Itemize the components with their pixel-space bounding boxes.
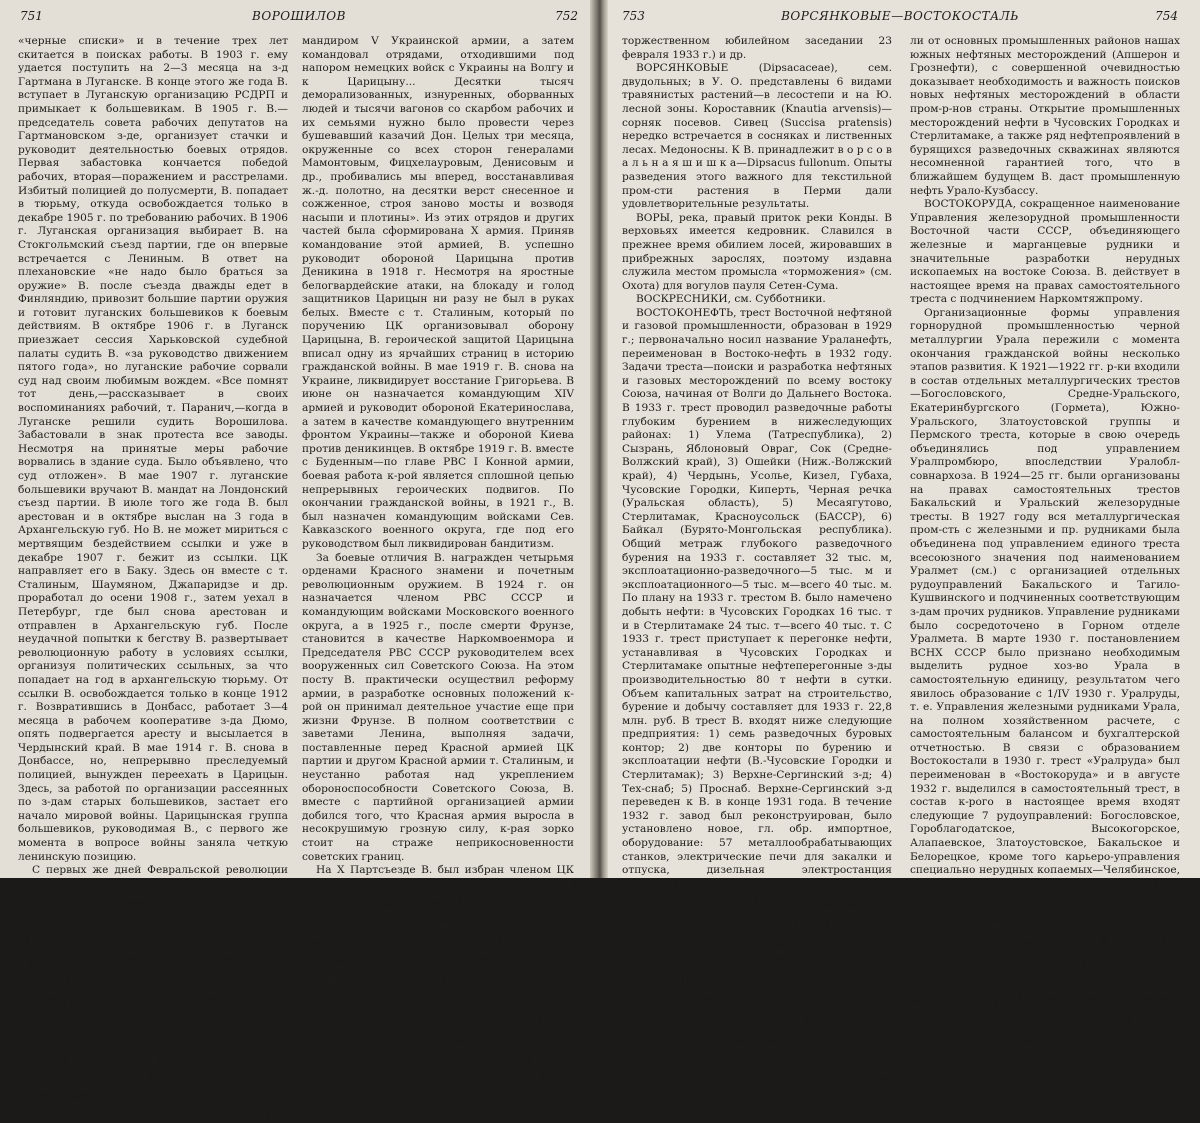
page-number-752: 752 (555, 9, 578, 23)
left-page (0, 0, 594, 1121)
entry-vorsyankovye: ВОРСЯНКОВЫЕ (Dipsacaceae), сем. двудольных; в У. О. представлены 6 видами травянистых растений—в лесостепи и на Ю. лесной зоны. Короставник (Knautia arvensis)—сорняк посевов. Сивец (Succisa pratensis) нередко встречается в сосняках и лиственных лесах. Медоносны. К В. принадлежит в о р с о в а л ь н а я ш и ш к а—Dipsacus fullonum. Опыты разведения этого важного для текстильной пром-сти растения в Перми дали удовлетворительные результаты. (622, 62, 892, 211)
entry-voskresniki: ВОСКРЕСНИКИ, см. Субботники. (636, 293, 826, 306)
column-3 (622, 35, 892, 1094)
paragraph: За боевые отличия В. награжден четырьмя орденами Красного знамени и почетным революционным оружием. В 1924 г. он назначается членом РВС СССР и командующим войсками Московского военного округа, а в 1925 г., после смерти Фрунзе, становится в качестве Наркомвоенмора и Председателя РВС СССР руководителем всех вооруженных сил Советского Союза. На этом посту В. практически осуществил реформу армии, в разработке основных положений к-рой он принимал деятельное участие еще при жизни Фрунзе. В полном соответствии с заветами Ленина, выполняя задачи, поставленные перед Красной армией ЦК партии и другом Красной армии т. Сталиным, и неустанно работая над укреплением обороноспособности Советского Союза, В. вместе с партийной организацией армии добился того, что Красная армия выросла в несокрушимую грозную силу, к-рая зорко стоит на страже неприкосновенности советских границ. (302, 551, 574, 863)
paragraph: На X Партсъезде В. был избран членом ЦК ВКП(б) и с тех пор переизбирался всеми последующими партийными съездами. С 1926 г. он бессменный член Политбюро. Верный ученик Ленина, ближайший соратник Сталина, твердый борец за генеральную линию партии, за 30 лет своей революционной работы В. никогда не отрывался от рабочего класса и его большевистской партии, никогда не колебался, не сбивался с ленинского пути. Таким, как он, сильна наша партия, и только Ленинская партия могла выковать Клима Ворошилова, большевика-полководца, вождя Красной армии, надавшегося международного пролетарского революционера. В. написан ряд трудов: «Оборона СССР», М., 1927; «Сталин и Красная армия», М., 1929; «15 лет Красной армии» (доклад на (302, 864, 574, 1108)
page-number-754: 754 (1155, 9, 1178, 23)
left-page-header (20, 9, 578, 29)
page-number-753: 753 (622, 9, 645, 23)
paragraph: мандиром V Украинской армии, а затем командовал отрядами, отходившими под напором немецких войск с Украины на Волгу и к Царицыну... Десятки тысяч деморализованных, изнуренных, оборванных людей и тысячи вагонов со скарбом рабочих и их семьями нужно было провести через бушевавший казачий Дон. Целых три месяца, окруженные со всех сторон генералами Мамонтовым, Фицхелауровым, Денисовым и др., пробивались мы вперед, восстанавливая ж.-д. полотно, на десятки верст снесенное и сожженное, строя заново мосты и возводя насыпи и плотины». Из этих отрядов и других частей была сформирована X армия. Приняв командование этой армией, В. успешно руководит обороной Царицына против Деникина в 1918 г. Несмотря на яростные белогвардейские атаки, на блокаду и голод защитников Царицын ни разу не был в руках белых. Вместе с т. Сталиным, который по поручению ЦК организовывал оборону Царицына, В. героической защитой Царицына вписал одну из ярчайших страниц в историю гражданской войны. В мае 1919 г. В. снова на Украине, ликвидирует восстание Григорьева. В июне он назначается командующим XIV армией и руководит обороной Екатеринослава, а затем в качестве командующего внутренним фронтом Украины—также и обороной Киева против деникинцев. В октябре 1919 г. В. вместе с Буденным—по главе РВС I Конной армии, боевая работа к-рой является сплошной цепью непрерывных героических подвигов. По окончании гражданской войны, в 1921 г., В. был назначен командующим войсками Сев. Кавказского военного округа, где под его руководством был ликвидирован бандитизм. (302, 35, 574, 550)
paragraph: Организационные формы управления горнорудной промышленностью черной металлургии Урала пережили с момента окончания гражданской войны несколько этапов развития. К 1921—1922 гг. р-ки входили в состав отдельных металлургических трестов—Богословского, Средне-Уральского, Екатеринбургского (Гормета), Южно-Уральского, Златоустовской группы и Пермского треста, которые в свою очередь объединялись под управлением Уралпромбюро, впоследствии Уралоблсовнархоза. В 1924—25 гг. были организованы на правах самостоятельных трестов Бакальский и Уральский железорудные тресты. В 1927 году вся металлургическая пром-сть с железными и пр. рудниками была объединена под управлением единого треста всесоюзного значения под наименованием Уралмет (см.) с организацией отдельных рудоуправлений Бакальского и Тагило-Кушвинского и подчиненных соответствующим з-дам прочих рудников. Управление рудниками было сосредоточено в Горном отделе Уралмета. В марте 1930 г. постановлением ВСНХ СССР было признано необходимым выделить рудное хоз-во Урала в самостоятельную единицу, результатом чего явилось образование с 1/IV 1930 г. Уралруды, т. е. Управления железными рудниками Урала, на полном хозяйственном расчете, с самостоятельным балансом и бухгалтерской отчетностью. В связи с образованием Востокостали в 1930 г. трест «Уралруда» был переименован в «Востокоруда» и в августе 1932 г. выделился в самостоятельный трест, в состав к-рого в настоящее время входят следующие 7 рудоуправлений: Богословское, Гороблагодатское, Высокогорское, Алапаевское, Златоустовское, Бакальское и Белорецкое, кроме того карьеро-управления специально нерудных копаемых—Челябинское, Билимбаевское, Троицкое и др. В задачи В. входит управление и руководство работой рудоуправлений как в части эксплоатационной, так и в части капитального строительства, реконструкции (в направлении обеспечения металлургической пром-сти, объединенной Востокосталью, основными минеральными сырьем и подготовки прочной сырьевой базы для развертывания черной металлургии УКК на 2-е пятилетие. Данные, характеризующие объем производства, количество трудящихся и т. д., см. Железорудная промышленность. (910, 306, 1180, 1053)
running-head-right: ВОРСЯНКОВЫЕ—ВОСТОКОСТАЛЬ (781, 9, 1019, 23)
entry-vostokoruda: ВОСТОКОРУДА, сокращенное наименование Управления железорудной промышленности Восточной части СССР, объединяющего железные и марганцевые рудники и значительные разработки нерудных ископаемых на востоке Союза. В. действует в настоящее время на правах самостоятельного треста с подчинением Наркомтяжпрому. (910, 198, 1180, 306)
author-signature: Н. Саухот. (1117, 1054, 1180, 1067)
column-1 (18, 35, 288, 1121)
paragraph: ли от основных промышленных районов нашах южных нефтяных месторождений (Апшерон и Грознефти), с совершенной очевидностью доказывает необходимость и важность поисков новых нефтяных месторождений в области пром-р-нов страны. Открытие промышленных месторождений нефти в Чусовских Городках и Стерлитамаке, а также ряд нефтепроявлений в бурящихся разведочных скважинах являются несомненной гарантией того, что в ближайшем будущем В. даст промышленную нефть Урало-Кузбассу. (910, 35, 1180, 197)
entry-vostokoneft: ВОСТОКОНЕФТЬ, трест Восточной нефтяной и газовой промышленности, образован в 1929 г.; первоначально носил название Ураланефть, переименован в Востоко-нефть в 1932 году. Задачи треста—поиски и разработка нефтяных и газовых месторождений по всему востоку Союза, начиная от Волги до Дальнего Востока. В 1933 г. трест проводил разведочные работы глубоким бурением в нижеследующих районах: 1) Улема (Татреспублика), 2) Сызрань, Яблоновый Овраг, Сок (Средне-Волжский край), 3) Ошейки (Ниж.-Волжский край), 4) Чердынь, Усолье, Кизел, Губаха, Чусовские Городки, Киперть, Черная речка (Уральская область), 5) Месаягутово, Стерлитамак, Красноусольск (БАССР), 6) Байкал (Бурято-Монгольская республика). Общий метраж глубокого разведочного бурения на 1933 г. составляет 32 тыс. м, эксплоатационно-разведочного—5 тыс. м и эксплоатационного—5 тыс. м—всего 40 тыс. м. По плану на 1933 г. трестом В. было намечено добыть нефти: в Чусовских Городках 16 тыс. т и в Стерлитамаке 24 тыс. т—всего 40 тыс. т. С 1933 г. трест приступает к перегонке нефти, устанавливая в Чусовских Городках и Стерлитамаке опытные нефтеперегонные з-ды производительностью 80 т нефти в сутки. Объем капитальных затрат на строительство, бурение и добычу составляет для 1933 г. 22,8 млн. руб. В трест В. входят ниже следующие предприятия: 1) семь разведочных буровых контор; 2) две конторы по бурению и эксплоатации нефти (В.-Чусовские Городки и Стерлитамак); 3) Верхне-Сергинский з-д; 4) Тех-снаб; 5) Проснаб. Верхне-Сергинский з-д переведен к В. в конце 1931 года. В течение 1932 г. завод был реконструирован, было установлено новое, гл. обр. импортное, оборудование: 57 металлообрабатывающих станков, электрические печи для закалки и отпуска, дизельная электростанция мощностью 700 kW. Завод предназначен для изготовления специального режущего инструмента для бурения в твердых породах, ранее ввозимого из-за границы. В течение 1932 г. это производство в основном было освоено з-дом, и трест В. производил буровые работы исключительно шарошечным инструментом собственного изготовления, сэкономив в течение года около 500 тыс. руб. валюты. Основные задачи треста В. в дальнейшем заключаются в еще более широком охвате глубоким разведочным бурением всех выявленных поверхностными геологическими работами объектов, могущих дать нефть. Крайне невыгодное расположение, вза- (622, 306, 892, 1094)
column-2 (302, 35, 574, 1108)
running-head-left: ВОРОШИЛОВ (252, 9, 346, 23)
paragraph: «черные списки» и в течение трех лет скитается в поисках работы. В 1903 г. ему удается поступить на 2—3 месяца на з-д Гартмана в Луганске. В конце этого же года В. вступает в Луганскую организацию РСДРП и примыкает к большевикам. В 1905 г. В.—председатель совета рабочих депутатов на Гартмановском з-де, организует стачки и руководит деятельностью боевых отрядов. Первая забастовка кончается победой рабочих, вторая—поражением и расстрелами. Избитый полицией до полусмерти, В. попадает в тюрьму, откуда освобождается только в декабре 1905 г. по требованию рабочих. В 1906 г. Луганская организация выбирает В. на Стокгольмский съезд партии, где он впервые встречается с Лениным. В ответ на плехановские «не надо было браться за оружие» В. после съезда дважды едет в Финляндию, привозит большие партии оружия и готовит луганских большевиков к боевым действиям. В октябре 1906 г. в Луганск приезжает сессия Харьковской судебной палаты судить В. «за руководство движением пятого года», но луганские рабочие сорвали суд над своим любимым вождем. «Все помнят тот день,—рассказывает в своих воспоминаниях рабочий, т. Паранич,—когда в Луганске решили судить Ворошилова. Забастовали в знак протеста все заводы. Несмотря на принятые меры рабочие ворвались в здание суда. Было объявлено, что суд отложен». В мае 1907 г. луганские большевики вручают В. мандат на Лондонский съезд партии. В июле того же года В. был арестован и в октябре выслан на 3 года в Архангельскую губ. Но В. не может мириться с мертвящим бездействием ссылки и уже в декабре 1907 г. бежит из ссылки. ЦК направляет его в Баку. Здесь он вместе с т. Сталиным, Шаумяном, Джапаридзе и др. проработал до осени 1908 г., затем уехал в Петербург, где был снова арестован и отправлен в Архангельскую губ. После неудачной попытки к бегству В. развертывает революционную работу в условиях ссылки, организуя политических ссыльных, за что попадает на год в архангельскую тюрьму. От ссылки В. освобождается только в конце 1912 г. Возвратившись в Донбасс, работает 3—4 месяца в рабочем кооперативе з-да Дюмо, опять подвергается аресту и высылается в Чердынский край. В мае 1914 г. В. снова в Донбассе, но, непрерывно преследуемый полицией, вынужден переехать в Царицын. Здесь, за работой по организации рассеянных по з-дам старых большевиков, застает его начало мировой войны. Царицынская группа большевиков, руководимая В., с первого же момента в вопросе войны заняла четкую ленинскую позицию. (18, 35, 288, 863)
entry-vory: ВОРЫ, река, правый приток реки Конды. В верховьях имеется кедровник. Славился в прежнее время обилием лосей, жировавших в прибрежных зарослях, поэтому издавна служила местом промысла «торможения» (см. Охота) для вогулов пауля Сетен-Сума. (622, 211, 892, 292)
entry-vostokostal: ВОСТОКОСТАЛЬ. Государственное Всесоюзное объединение метал- (910, 1068, 1180, 1094)
book-gutter (590, 0, 608, 878)
page-number-751: 751 (20, 9, 43, 23)
paragraph: торжественном юбилейном заседании 23 февраля 1933 г.) и др. (622, 35, 892, 61)
paragraph: С первых же дней Февральской революции В. в рядах Петроградского С.Р.Д., член бюро фракции большевиков. По призыву Луганской организации в марте 1917 г. едет в Луганск. Там в качестве председателя Совета и городского головы ведет упорную борьбу с меньшевиками. Под его руководством Луганский совет становится надежнейшей крепостью большевизма. В ноябре В., избранный членом Учредительного собрания, едет в Петроград, работает там в качестве комиссара Петрограда (по градоначальству) и—вместе с Дзержинским—по организации ВЧК. С марта 1918 г. начинается военный период деятельности В. «Военную работу,—пишет В. в автобиографии,—начал с отряда, организованного в 1918 г. и в марте под моим командованием дравшегося с оккупационными немецкими войсками. Вскоре был назначен ко- (18, 864, 288, 1121)
right-page (600, 0, 1200, 1094)
right-page-header (622, 9, 1178, 29)
column-4 (910, 35, 1180, 1094)
